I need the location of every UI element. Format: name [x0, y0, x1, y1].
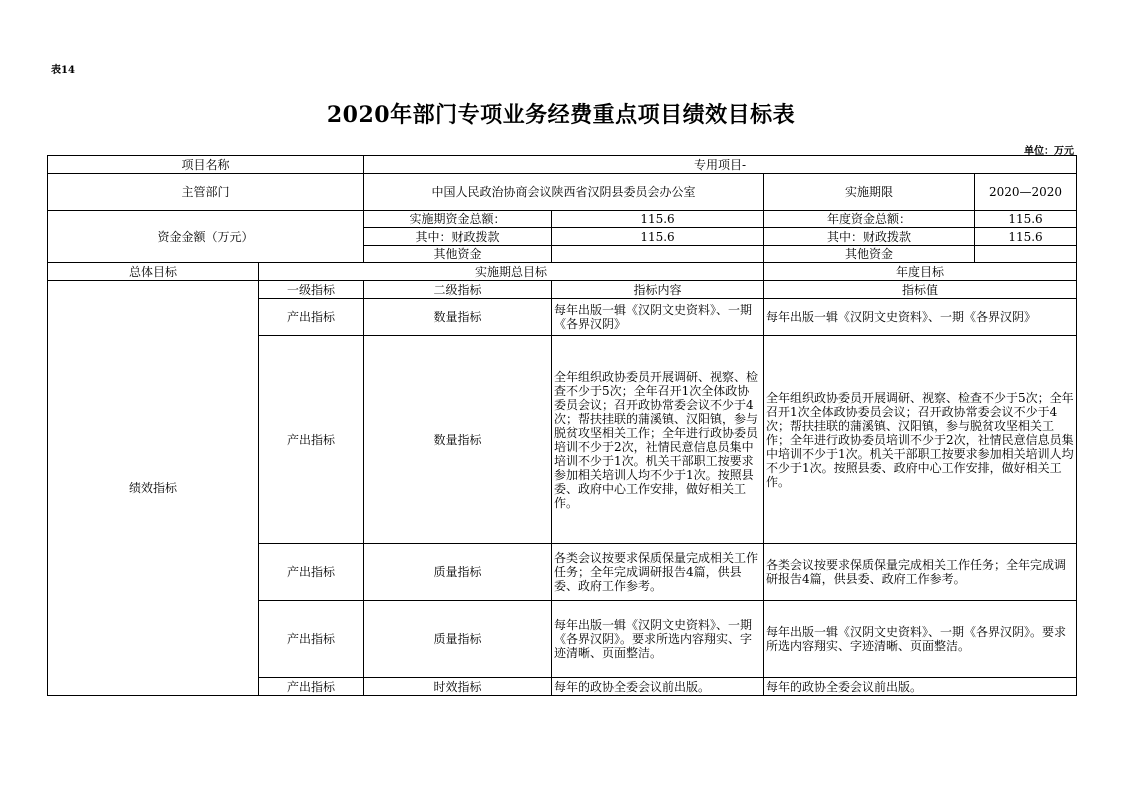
row-value: 各类会议按要求保质保量完成相关工作任务；全年完成调研报告4篇，供县委、政府工作参考。: [764, 544, 1077, 601]
row-content: 每年的政协全委会议前出版。: [552, 678, 764, 696]
performance-indicator-label: 绩效指标: [48, 281, 259, 696]
col-content: 指标内容: [552, 281, 764, 299]
department-label: 主管部门: [48, 174, 364, 211]
row-content: 全年组织政协委员开展调研、视察、检查不少于5次；全年召开1次全体政协委员会议；召开政协常委会议不少于4次；帮扶挂联的蒲溪镇、汉阳镇，参与脱贫攻坚相关工作；全年进行政协委员培训不少于2次，社情民意信息员集中培训不少于1次。机关干部职工按要求参加相关培训人均不少于1次。按照县委、政府中心工作安排，做好相关工作。: [552, 336, 764, 544]
department-row: [48, 174, 1077, 211]
period-goal-label: 实施期总目标: [259, 263, 764, 281]
annual-total-value: 115.6: [975, 211, 1077, 228]
row-level1: 产出指标: [259, 601, 364, 678]
department-value: 中国人民政治协商会议陕西省汉阴县委员会办公室: [364, 174, 764, 211]
annual-other-value: [975, 246, 1077, 263]
col-value: 指标值: [764, 281, 1077, 299]
row-level2: 数量指标: [364, 299, 552, 336]
funds-label: 资金金额（万元）: [48, 211, 364, 263]
row-level2: 时效指标: [364, 678, 552, 696]
row-level1: 产出指标: [259, 299, 364, 336]
performance-target-table: [47, 155, 1077, 696]
row-value: 全年组织政协委员开展调研、视察、检查不少于5次；全年召开1次全体政协委员会议；召开政协常委会议不少于4次；帮扶挂联的蒲溪镇、汉阳镇，参与脱贫攻坚相关工作；全年进行政协委员培训不少于2次，社情民意信息员集中培训不少于1次。机关干部职工按要求参加相关培训人均不少于1次。按照县委、政府中心工作安排，做好相关工作。: [764, 336, 1077, 544]
row-level1: 产出指标: [259, 678, 364, 696]
funds-total-row: [48, 211, 1077, 228]
col-level2: 二级指标: [364, 281, 552, 299]
table-number: 表14: [51, 65, 75, 76]
fiscal-label: 其中：财政拨款: [364, 228, 552, 246]
row-level1: 产出指标: [259, 336, 364, 544]
row-content: 每年出版一辑《汉阴文史资料》、一期《各界汉阴》: [552, 299, 764, 336]
row-content: 每年出版一辑《汉阴文史资料》、一期《各界汉阴》。要求所选内容翔实、字迹清晰、页面整洁。: [552, 601, 764, 678]
row-level1: 产出指标: [259, 544, 364, 601]
period-label: 实施期限: [764, 174, 975, 211]
funds-total-value: 115.6: [552, 211, 764, 228]
project-name-label: 项目名称: [48, 156, 364, 174]
annual-goal-label: 年度目标: [764, 263, 1077, 281]
period-value: 2020—2020: [975, 174, 1077, 211]
annual-other-label: 其他资金: [764, 246, 975, 263]
project-name-value: 专用项目-: [364, 156, 1077, 174]
annual-fiscal-value: 115.6: [975, 228, 1077, 246]
project-name-row: [48, 156, 1077, 174]
annual-total-label: 年度资金总额：: [764, 211, 975, 228]
overall-goal-label: 总体目标: [48, 263, 259, 281]
indicator-header-row: [48, 281, 1077, 299]
row-value: 每年出版一辑《汉阴文史资料》、一期《各界汉阴》: [764, 299, 1077, 336]
row-value: 每年出版一辑《汉阴文史资料》、一期《各界汉阴》。要求所选内容翔实、字迹清晰、页面整洁。: [764, 601, 1077, 678]
row-value: 每年的政协全委会议前出版。: [764, 678, 1077, 696]
annual-fiscal-label: 其中：财政拨款: [764, 228, 975, 246]
other-value: [552, 246, 764, 263]
row-level2: 数量指标: [364, 336, 552, 544]
row-level2: 质量指标: [364, 601, 552, 678]
page-title: 2020年部门专项业务经费重点项目绩效目标表: [326, 102, 796, 128]
goals-row: [48, 263, 1077, 281]
row-content: 各类会议按要求保质保量完成相关工作任务；全年完成调研报告4篇，供县委、政府工作参考。: [552, 544, 764, 601]
funds-total-label: 实施期资金总额：: [364, 211, 552, 228]
other-label: 其他资金: [364, 246, 552, 263]
unit-label: 单位：万元: [1024, 146, 1074, 157]
row-level2: 质量指标: [364, 544, 552, 601]
fiscal-value: 115.6: [552, 228, 764, 246]
col-level1: 一级指标: [259, 281, 364, 299]
